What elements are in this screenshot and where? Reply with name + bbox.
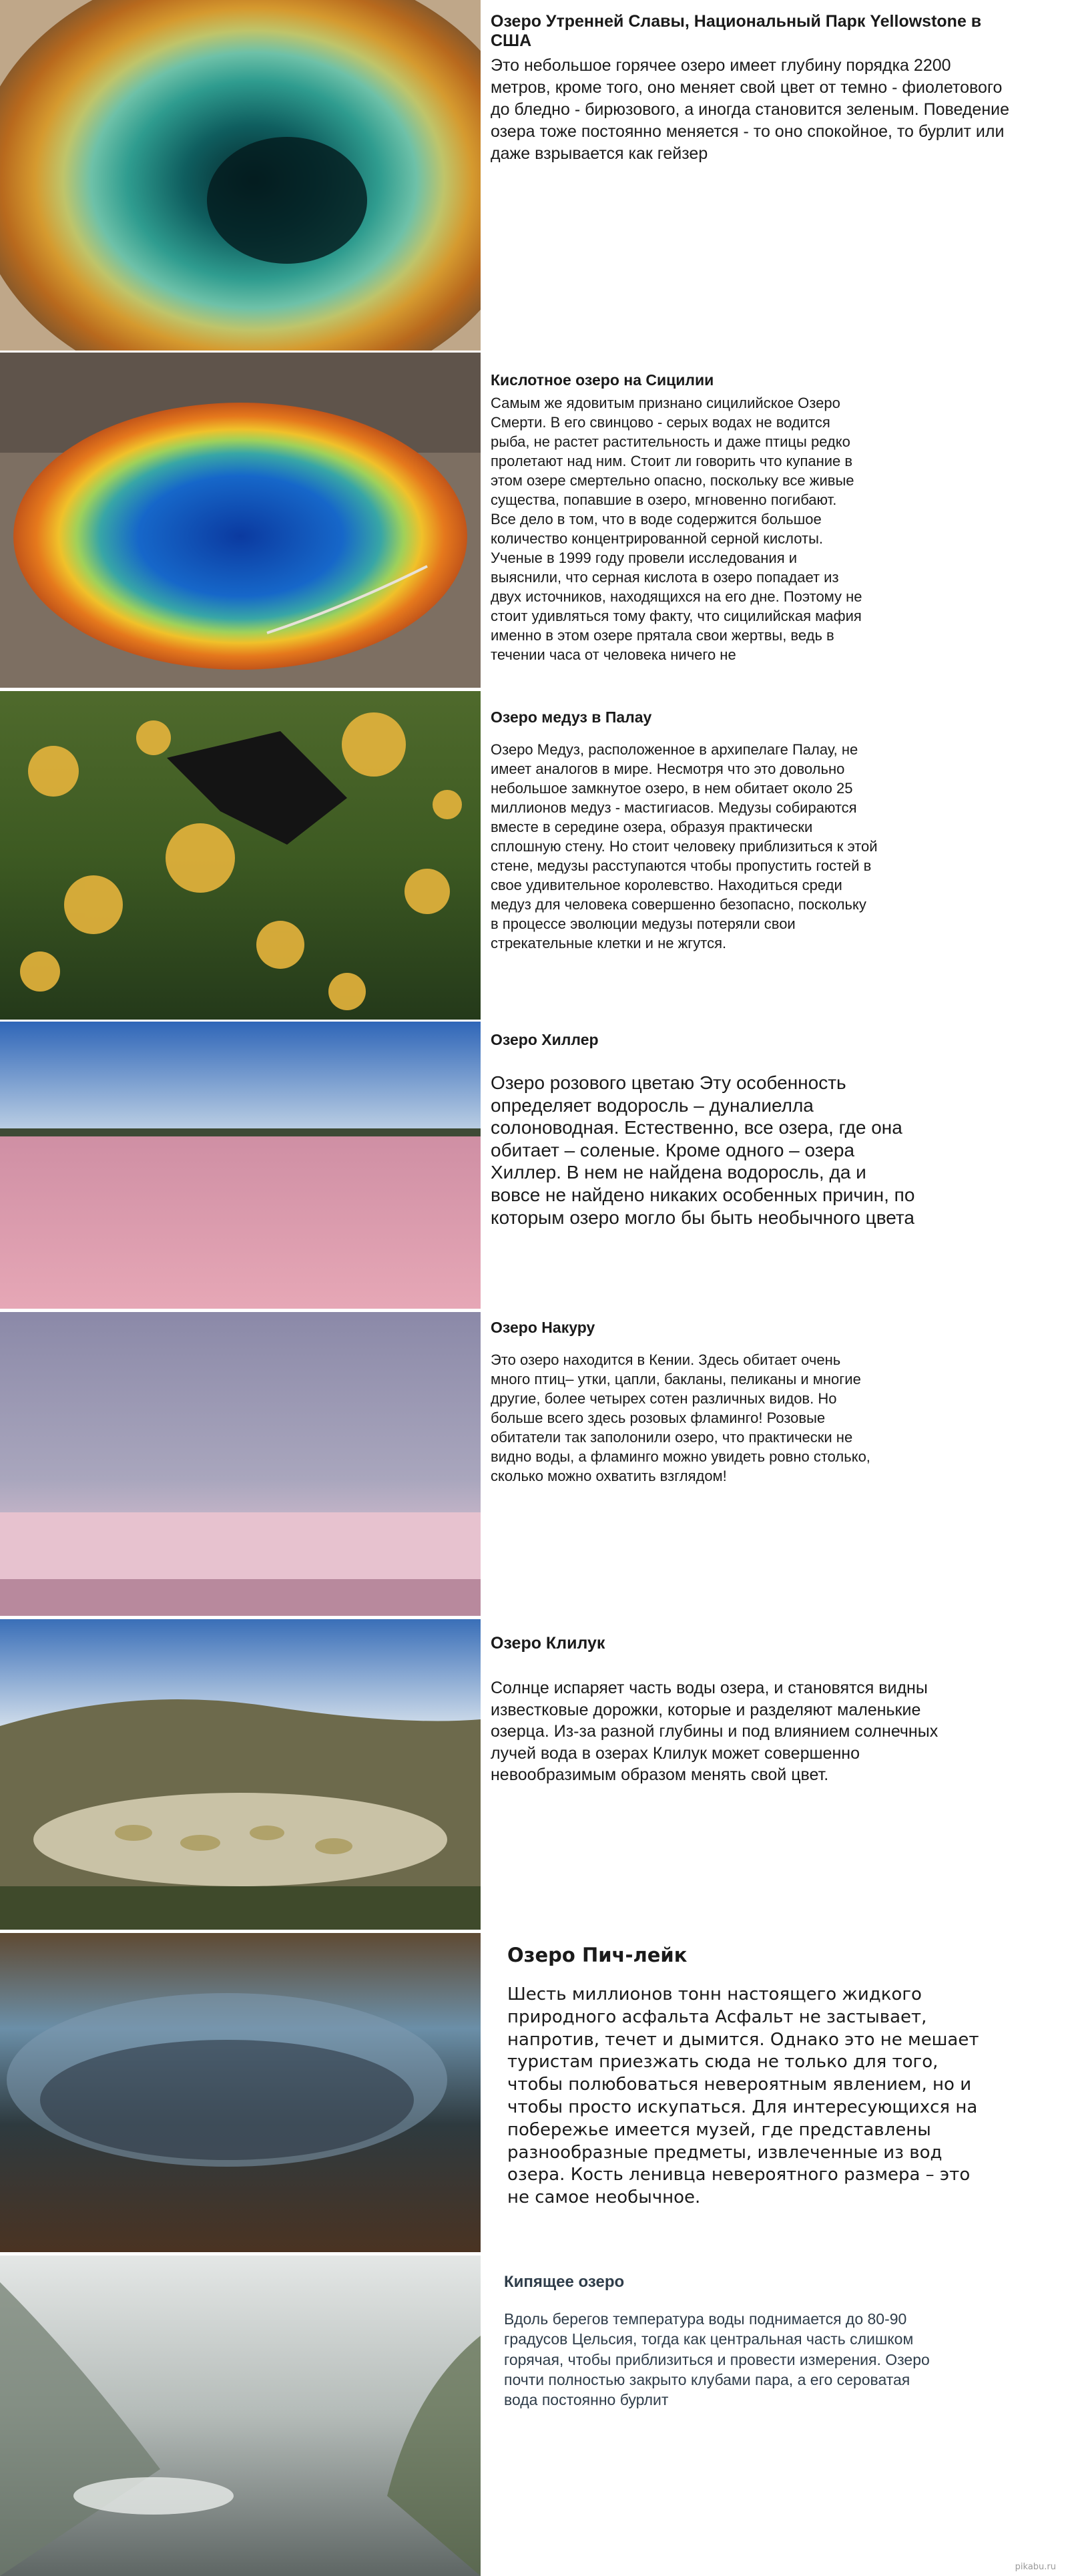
spotted-lake-photo (0, 1619, 481, 1930)
lake-section-sicily (0, 353, 1068, 688)
nakuru-lake-photo (0, 1312, 481, 1616)
lake-section-hillier (0, 1022, 1068, 1309)
sicily-lake-photo (0, 353, 481, 688)
section-title: Озеро Клилук (491, 1634, 605, 1653)
section-title: Кислотное озеро на Сицилии (491, 371, 714, 389)
section-title: Кипящее озеро (504, 2273, 625, 2291)
lake-section-jellyfish (0, 691, 1068, 1020)
hillier-lake-photo (0, 1022, 481, 1309)
section-title: Озеро Утренней Славы, Национальный Парк Yellowstone в США (491, 12, 982, 50)
section-body: Вдоль берегов температура воды поднимается до 80-90 градусов Цельсия, тогда как центральная часть слишком горячая, чтобы приблизиться и провести измерения. Озеро почти полностью закрыто клубами пара, а его сероватая вода постоянно бурлит (504, 2310, 930, 2409)
section-title: Озеро Накуру (491, 1319, 595, 1336)
lake-section-morning-glory (0, 0, 1068, 351)
section-body: Самым же ядовитым признано сицилийское Озеро Смерти. В его свинцово - серых водах не водится рыба, не растет растительность и даже птицы редко пролетают над ним. Стоит ли говорить что купание в этом озере смертельно опасно, поскольку все живые существа, попавшие в озеро, мгновенно погибают. Все дело в том, что в воде содержится большое количество концентрированной серной кислоты. Ученые в 1999 году провели исследования и выяснили, что серная кислота в озеро попадает из двух источников, находящихся на его дне. Поэтому не стоит удивляться тому факту, что сицилийская мафия именно в этом озере прятала свои жертвы, ведь в течении часа от человека ничего не (491, 395, 862, 664)
section-title: Озеро медуз в Палау (491, 708, 652, 726)
section-body: Это озеро находится в Кении. Здесь обитает очень много птиц– утки, цапли, бакланы, пеликаны и многие другие, более четырех сотен различных видов. Но больше всего здесь розовых фламинго! Розовые обитатели так заполонили озеро, что практически не видно воды, а фламинго можно увидеть ровно столько, сколько можно охватить взглядом! (491, 1351, 870, 1485)
lake-section-nakuru (0, 1312, 1068, 1616)
lake-section-pitch (0, 1933, 1068, 2252)
pitch-lake-photo (0, 1933, 481, 2252)
section-body: Озеро Медуз, расположенное в архипелаге Палау, не имеет аналогов в мире. Несмотря что это довольно небольшое замкнутое озеро, в нем обитает около 25 миллионов медуз - мастигиасов. Медузы собираются вместе в середине озера, образуя практически сплошную стену. Но стоит человеку приблизиться к этой стене, медузы расступаются чтобы пропустить гостей в свое удивительное королевство. Находиться среди медуз для человека совершенно безопасно, поскольку в процессе эволюции медузы потеряли свои стрекательные клетки и не жгутся. (491, 741, 878, 952)
section-body: Озеро розового цветаю Эту особенность определяет водоросль – дуналиелла солоноводная. Естественно, все озера, где она обитает – соленые. Кроме одного – озера Хиллер. В нем не найдена водоросль, да и вовсе не найдено никаких особенных причин, по которым озеро могло бы быть необычного цвета (491, 1072, 915, 1228)
section-body: Солнце испаряет часть воды озера, и становятся видны известковые дорожки, которые и разделяют маленькие озерца. Из-за разной глубины и под влиянием солнечных лучей вода в озерах Клилук может совершенно невообразимым образом менять свой цвет. (491, 1679, 939, 1784)
lake-section-spotted (0, 1619, 1068, 1930)
section-body: Шесть миллионов тонн настоящего жидкого природного асфальта Асфальт не застывает, напротив, течет и дымится. Однако это не мешает туристам приезжать сюда не только для того, чтобы полюбоваться невероятным явлением, но и чтобы просто искупаться. Для интересующихся на побережье имеется музей, где представлены разнообразные предметы, извлеченные из вод озера. Кость ленивца невероятного размера – это не самое необычное. (507, 1984, 979, 2208)
section-body: Это небольшое горячее озеро имеет глубину порядка 2200 метров, кроме того, оно меняет свой цвет от темно - фиолетового до бледно - бирюзового, а иногда становится зеленым. Поведение озера тоже постоянно меняется - то оно спокойное, то бурлит или даже взрывается как гейзер (491, 56, 1010, 163)
section-title: Озеро Пич-лейк (507, 1944, 688, 1966)
section-title: Озеро Хиллер (491, 1031, 599, 1048)
jellyfish-lake-photo (0, 691, 481, 1020)
boiling-lake-photo (0, 2256, 481, 2576)
morning-glory-photo (0, 0, 481, 351)
watermark: pikabu.ru (1015, 2562, 1056, 2572)
lake-section-boiling (0, 2256, 1068, 2576)
